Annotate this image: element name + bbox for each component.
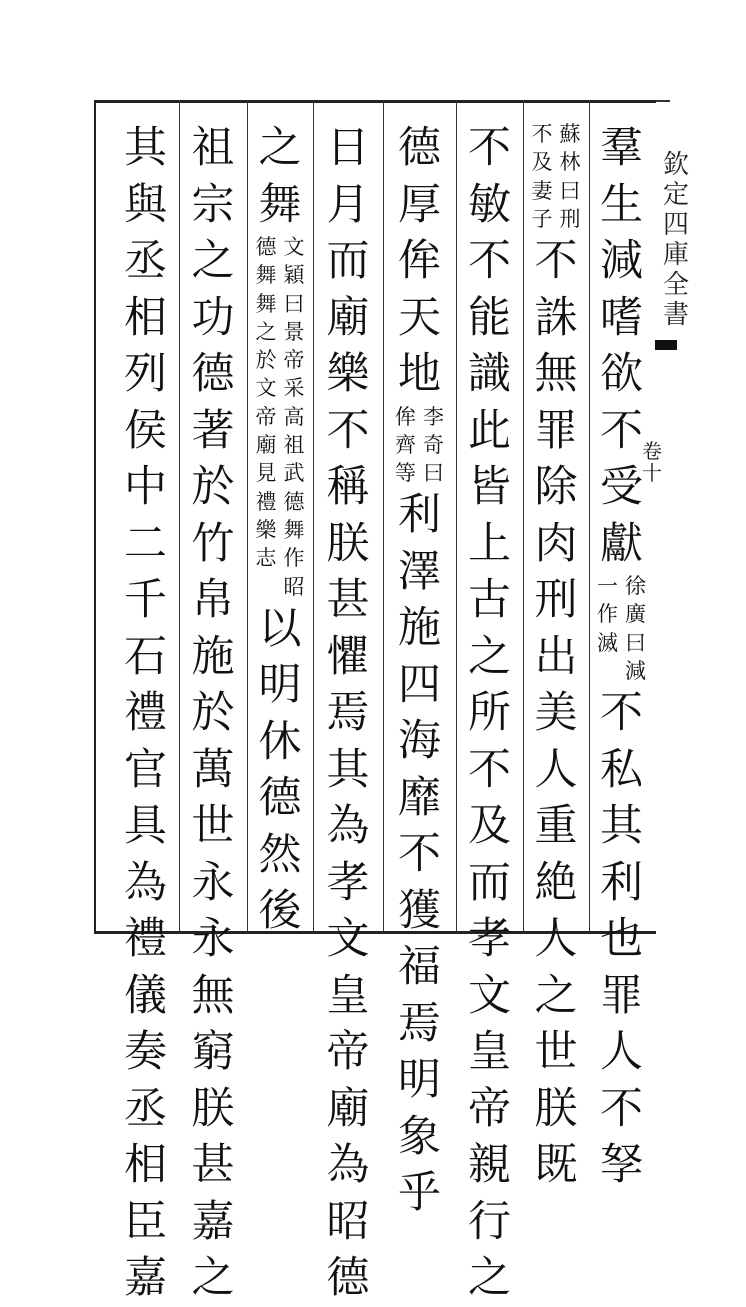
commentary-note <box>523 120 589 233</box>
main-text: 德 厚 侔 天 地 <box>398 123 441 399</box>
note-line-right: 徐 廣 曰 減 <box>625 574 646 683</box>
commentary-note <box>247 233 313 601</box>
text-column <box>179 120 247 1307</box>
main-text: 祖 宗 之 功 德 著 於 竹 帛 施 於 萬 世 永 永 無 窮 朕 甚 嘉 之 <box>191 123 235 1303</box>
main-text: 不 敏 不 能 識 此 皆 上 古 之 所 不 及 而 孝 文 皇 帝 親 行 之 <box>468 123 511 1303</box>
note-line-right: 李 奇 曰 <box>423 404 444 486</box>
text-column <box>313 120 383 1307</box>
main-text: 不 誅 無 罪 除 肉 刑 出 美 人 重 絶 人 之 世 朕 既 <box>534 236 578 1191</box>
main-text: 以 明 休 德 然 後 <box>258 603 302 937</box>
main-text: 利 澤 施 四 海 靡 不 獲 福 焉 明 象 乎 <box>398 490 441 1219</box>
note-line-left: 侔 齊 等 <box>395 404 416 486</box>
text-column <box>589 120 654 1194</box>
note-line-left: 一 作 滅 <box>597 574 618 655</box>
note-line-left: 德 舞 舞 之 於 文 帝 廟 見 禮 樂 志 <box>255 235 277 571</box>
note-line-left: 不 及 妻 子 <box>531 122 553 231</box>
text-column <box>456 120 523 1307</box>
text-column <box>383 120 456 1222</box>
page-edge-mark <box>640 80 670 102</box>
text-column <box>523 120 589 1194</box>
main-text: 日 月 而 廟 樂 不 稱 朕 甚 懼 焉 其 為 孝 文 皇 帝 廟 為 昭 德 <box>326 123 370 1303</box>
fishtail-marker <box>655 340 677 350</box>
main-text: 之 舞 <box>258 123 302 230</box>
main-text: 其 與 丞 相 列 侯 中 二 千 石 禮 官 具 為 禮 儀 奏 丞 相 臣 嘉 <box>124 123 167 1303</box>
commentary-note <box>589 572 654 685</box>
text-column <box>247 120 313 940</box>
commentary-note <box>383 403 456 488</box>
note-line-right: 蘇 林 曰 刑 <box>559 122 581 231</box>
main-text: 不 私 其 利 也 罪 人 不 孥 <box>600 688 643 1191</box>
volume-label: 卷 十 <box>642 439 662 485</box>
note-line-right: 文 穎 曰 景 帝 采 高 祖 武 德 舞 作 昭 <box>283 235 305 599</box>
text-column <box>112 120 179 1307</box>
margin-title: 欽 定 四 庫 全 書 <box>662 150 689 330</box>
main-text: 羣 生 減 嗜 欲 不 受 獻 <box>600 123 643 569</box>
